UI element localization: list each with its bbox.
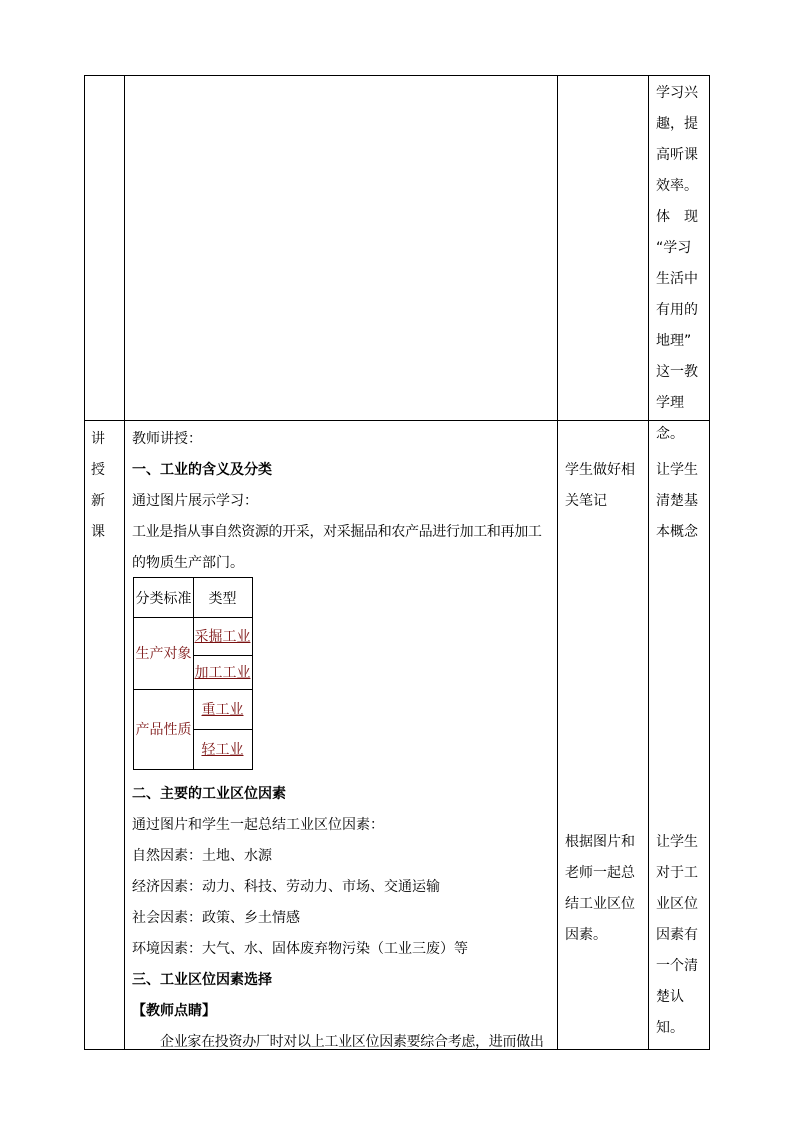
type-mining-industry: 采掘工业 <box>194 629 251 645</box>
intent-line: 本概念 <box>656 524 698 540</box>
intent-line: 楚认知。 <box>656 989 684 1036</box>
classification-table <box>133 577 253 770</box>
student-line: 关笔记 <box>565 493 607 509</box>
design-intent-cell-top <box>656 78 709 450</box>
intent-line: 一个清 <box>656 958 698 974</box>
design-intent-a <box>656 455 709 548</box>
intent-line: 趣，提 <box>656 116 698 132</box>
intent-line: 对于工 <box>656 865 698 881</box>
intent-line: 学理念。 <box>656 395 684 442</box>
lesson-plan-table <box>84 75 710 1050</box>
stage-char: 课 <box>91 524 105 540</box>
content-line: 通过图片和学生一起总结工业区位因素： <box>132 817 384 833</box>
intent-line: 体 现 <box>656 209 698 225</box>
type-light-industry: 轻工业 <box>201 742 244 758</box>
content-line: 通过图片展示学习： <box>132 493 258 509</box>
intent-line: 学习兴 <box>656 85 698 101</box>
content-line: 工业是指从事自然资源的开采，对采掘品和农产品进行加工和再加工 <box>132 524 542 540</box>
content-line: 环境因素：大气、水、固体废弃物污染（工业三废）等 <box>132 941 468 957</box>
group-product-nature: 产品性质 <box>135 722 192 738</box>
column-divider <box>124 76 125 420</box>
intent-line: 业区位 <box>656 896 698 912</box>
student-activity-a <box>565 455 649 517</box>
intent-line: 地理” <box>656 333 692 349</box>
content-line: 自然因素：土地、水源 <box>132 848 272 864</box>
group-production-object: 生产对象 <box>135 646 192 662</box>
student-line: 结工业区位 <box>565 896 635 912</box>
type-heavy-industry: 重工业 <box>201 702 244 718</box>
content-line: 企业家在投资办厂时对以上工业区位因素要综合考虑，进而做出 <box>160 1034 544 1050</box>
stage-char: 讲 <box>91 431 105 447</box>
section-heading: 三、工业区位因素选择 <box>132 972 272 988</box>
section-heading: 一、工业的含义及分类 <box>132 462 272 478</box>
content-line: 教师讲授： <box>132 431 202 447</box>
intent-line: 高听课 <box>656 147 698 163</box>
stage-char: 新 <box>91 493 105 509</box>
column-divider <box>648 76 649 420</box>
student-line: 因素。 <box>565 927 607 943</box>
intent-line: “学习 <box>656 240 692 256</box>
header-type: 类型 <box>208 590 237 607</box>
intent-line: 因素有 <box>656 927 698 943</box>
student-activity-b <box>565 827 649 951</box>
stage-label <box>91 424 121 548</box>
type-processing-industry: 加工工业 <box>194 665 251 681</box>
intent-line: 这一教 <box>656 364 698 380</box>
design-intent-b <box>656 827 709 1044</box>
content-line: 经济因素：动力、科技、劳动力、市场、交通运输 <box>132 879 440 895</box>
student-line: 老师一起总 <box>565 865 635 881</box>
student-line: 根据图片和 <box>565 834 635 850</box>
section-heading: 【教师点睛】 <box>132 1003 216 1019</box>
student-line: 学生做好相 <box>565 462 635 478</box>
intent-line: 清楚基 <box>656 493 698 509</box>
content-line: 的物质生产部门。 <box>132 555 244 571</box>
column-divider <box>557 76 558 420</box>
header-standard: 分类标准 <box>135 590 192 607</box>
intent-line: 让学生 <box>656 462 698 478</box>
intent-line: 生活中 <box>656 271 698 287</box>
content-line: 社会因素：政策、乡土情感 <box>132 910 300 926</box>
intent-line: 有用的 <box>656 302 698 318</box>
column-divider <box>124 421 125 1049</box>
table-row-new-lesson <box>85 421 709 1049</box>
section-heading: 二、主要的工业区位因素 <box>132 786 286 802</box>
stage-char: 授 <box>91 462 105 478</box>
intent-line: 让学生 <box>656 834 698 850</box>
intent-line: 效率。 <box>656 178 698 194</box>
